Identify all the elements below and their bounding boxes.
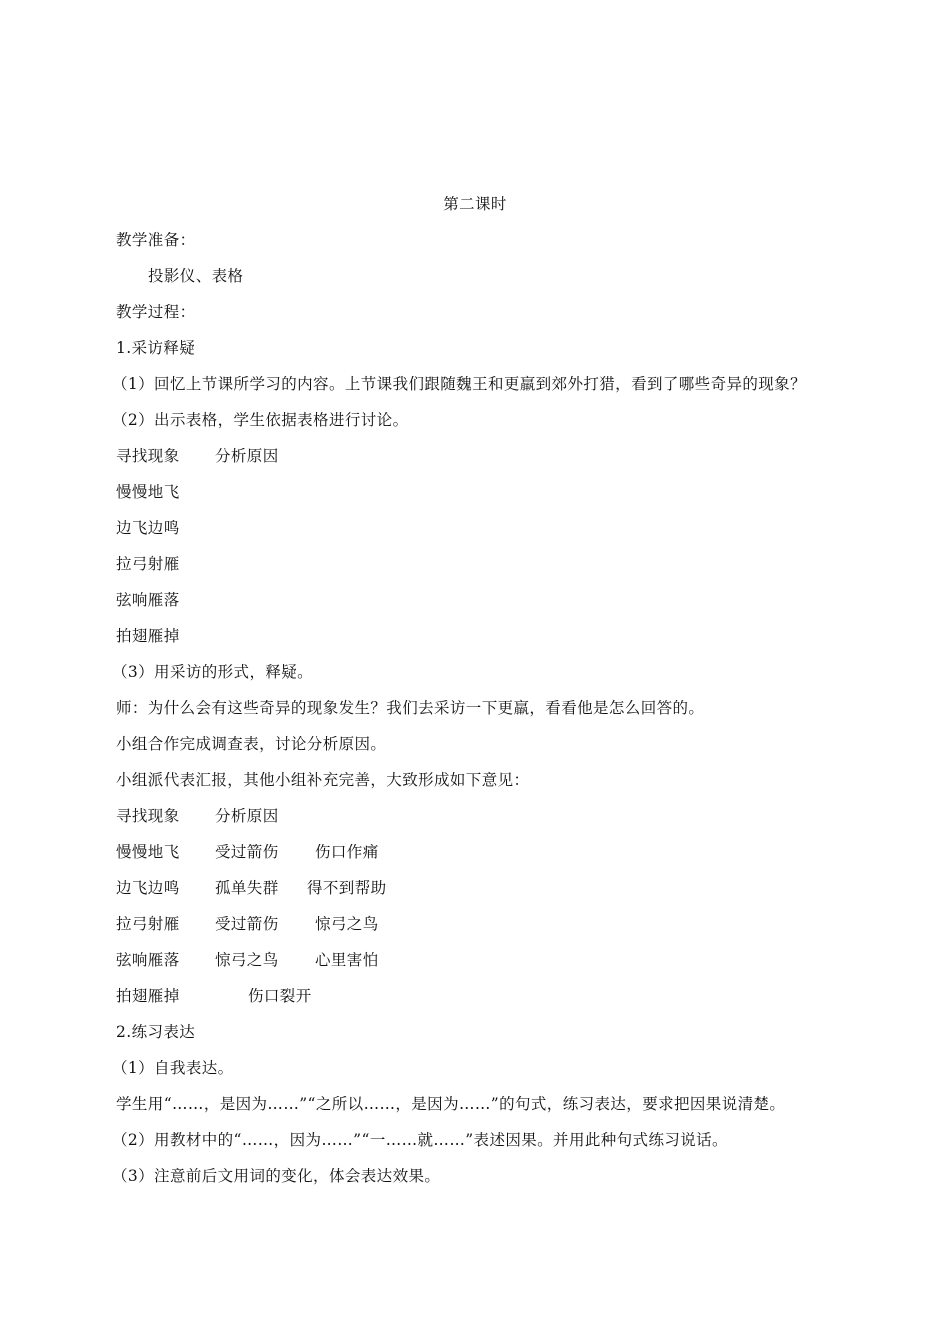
table2-cell: 伤口作痛 <box>315 843 379 861</box>
process-heading: 教学过程： <box>116 303 196 321</box>
table2-cell: 心里害怕 <box>315 951 379 969</box>
table2-cell: 惊弓之鸟 <box>315 915 379 933</box>
table2-cell: 伤口裂开 <box>248 987 312 1005</box>
table2-cell: 慢慢地飞 <box>116 843 180 861</box>
table2-cell: 惊弓之鸟 <box>215 951 279 969</box>
table1-header-row <box>116 446 416 466</box>
table2-header-reason: 分析原因 <box>215 807 279 825</box>
table2-cell: 拍翅雁掉 <box>116 987 180 1005</box>
table2-cell: 拉弓射雁 <box>116 915 180 933</box>
table2-cell: 孤单失群 <box>215 879 279 897</box>
section1-heading: 1.采访释疑 <box>116 339 196 357</box>
section2-student-practice: 学生用“……，是因为……”“之所以……，是因为……”的句式，练习表达，要求把因果说清楚。 <box>116 1095 786 1113</box>
table2-cell: 弦响雁落 <box>116 951 180 969</box>
teacher-question: 师：为什么会有这些奇异的现象发生？我们去采访一下更羸，看看他是怎么回答的。 <box>116 699 705 717</box>
table1-row: 慢慢地飞 <box>116 483 180 501</box>
table2-row <box>116 950 516 970</box>
section2-heading: 2.练习表达 <box>116 1023 196 1041</box>
table2-header-row <box>116 806 516 826</box>
table2-cell: 边飞边鸣 <box>116 879 180 897</box>
prep-heading: 教学准备： <box>116 231 196 249</box>
page-title: 第二课时 <box>443 195 507 213</box>
table1-header-phenomenon: 寻找现象 <box>116 447 180 465</box>
table2-row <box>116 842 516 862</box>
section2-step2: （2）用教材中的“……，因为……”“一……就……”表述因果。并用此种句式练习说话。 <box>112 1131 728 1149</box>
table2-cell: 得不到帮助 <box>307 879 387 897</box>
group-task: 小组合作完成调查表，讨论分析原因。 <box>116 735 387 753</box>
table2-cell: 受过箭伤 <box>215 915 279 933</box>
table2-header-phenomenon: 寻找现象 <box>116 807 180 825</box>
table1-row: 弦响雁落 <box>116 591 180 609</box>
prep-items: 投影仪、表格 <box>148 267 244 285</box>
section1-step3: （3）用采访的形式，释疑。 <box>112 663 314 681</box>
table1-header-reason: 分析原因 <box>215 447 279 465</box>
section2-step3: （3）注意前后文用词的变化，体会表达效果。 <box>112 1167 441 1185</box>
section1-step2: （2）出示表格，学生依据表格进行讨论。 <box>112 411 409 429</box>
table1-row: 拉弓射雁 <box>116 555 180 573</box>
table1-row: 边飞边鸣 <box>116 519 180 537</box>
table2-cell: 受过箭伤 <box>215 843 279 861</box>
table2-row <box>116 986 516 1006</box>
section1-step1: （1）回忆上节课所学习的内容。上节课我们跟随魏王和更羸到郊外打猎，看到了哪些奇异的现象？ <box>112 375 806 393</box>
table2-row <box>116 914 516 934</box>
group-report: 小组派代表汇报，其他小组补充完善，大致形成如下意见： <box>116 771 530 789</box>
table2-row <box>116 878 516 898</box>
section2-step1: （1）自我表达。 <box>112 1059 234 1077</box>
table1-row: 拍翅雁掉 <box>116 627 180 645</box>
